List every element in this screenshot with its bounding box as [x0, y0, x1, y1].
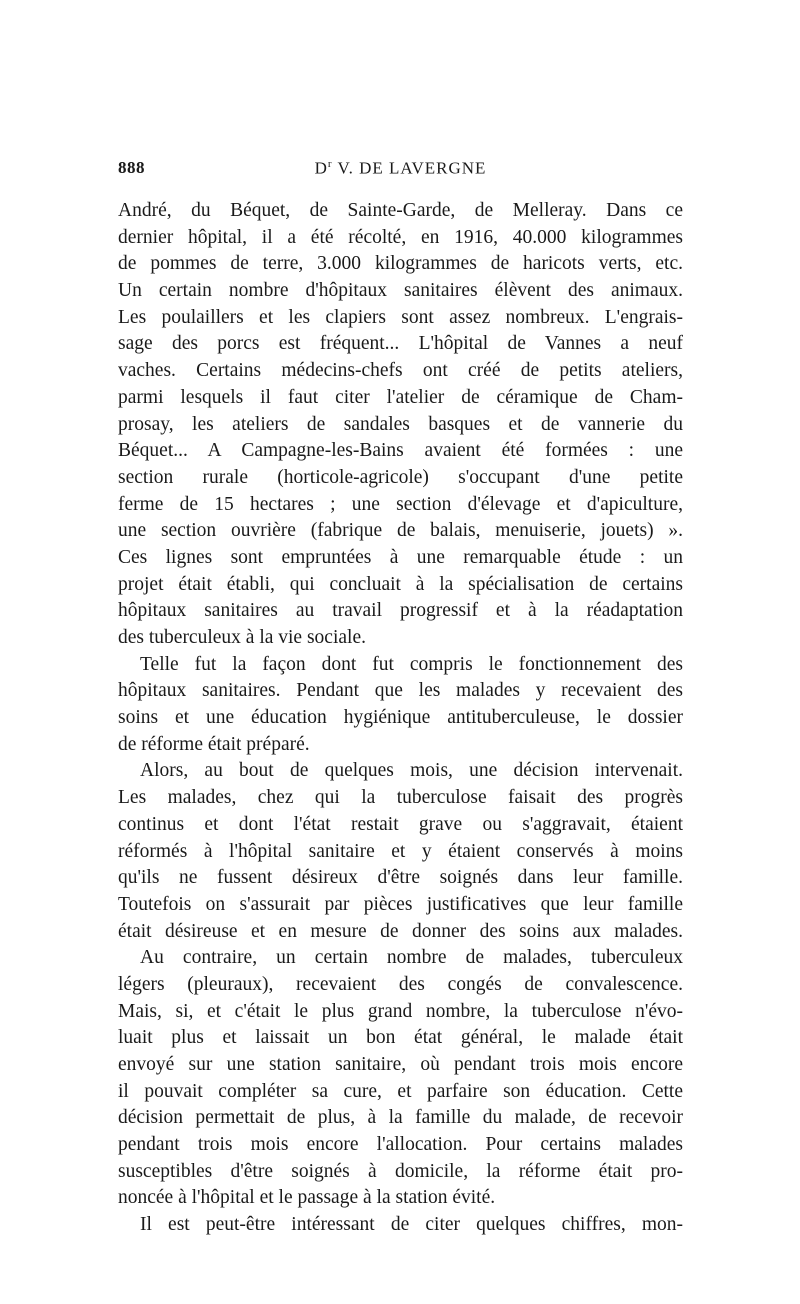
running-head	[118, 158, 683, 180]
text-line: Toutefois on s'assurait par pièces justificatives que leur famille	[118, 893, 683, 915]
text-line: section rurale (horticole-agricole) s'occupant d'une petite	[118, 466, 683, 488]
text-line: réformés à l'hôpital sanitaire et y étaient conservés à moins	[118, 840, 683, 862]
text-line: soins et une éducation hygiénique antituberculeuse, le dossier	[118, 707, 683, 729]
paragraph-end-line: noncée à l'hôpital et le passage à la station évité.	[118, 1187, 496, 1209]
text-line: légers (pleuraux), recevaient des congés de convalescence.	[118, 973, 683, 995]
text-line: ferme de 15 hectares ; une section d'élevage et d'apiculture,	[118, 493, 683, 515]
paragraph-start-line: Telle fut la façon dont fut compris le fonctionnement des	[140, 653, 683, 675]
author-prefix: D	[314, 158, 328, 178]
page-number: 888	[118, 158, 145, 177]
text-line: Un certain nombre d'hôpitaux sanitaires élèvent des animaux.	[118, 280, 683, 302]
text-line: Les malades, chez qui la tuberculose faisait des progrès	[118, 787, 683, 809]
text-line: parmi lesquels il faut citer l'atelier de céramique de Cham-	[118, 386, 683, 408]
text-line: luait plus et laissait un bon état général, le malade était	[118, 1027, 683, 1049]
text-line: susceptibles d'être soignés à domicile, la réforme était pro-	[118, 1160, 683, 1182]
text-line: continus et dont l'état restait grave ou s'aggravait, étaient	[118, 813, 683, 835]
text-line: vaches. Certains médecins-chefs ont créé de petits ateliers,	[118, 360, 683, 382]
text-line: André, du Béquet, de Sainte-Garde, de Melleray. Dans ce	[118, 200, 683, 221]
text-line: sage des porcs est fréquent... L'hôpital de Vannes a neuf	[118, 333, 683, 355]
text-line: pendant trois mois encore l'allocation. Pour certains malades	[118, 1134, 683, 1156]
text-line: dernier hôpital, il a été récolté, en 1916, 40.000 kilogrammes	[118, 226, 683, 248]
text-line: une section ouvrière (fabrique de balais, menuiserie, jouets) ».	[118, 520, 683, 542]
text-line: Mais, si, et c'était le plus grand nombre, la tuberculose n'évo-	[118, 1000, 683, 1022]
text-line: hôpitaux sanitaires. Pendant que les malades y recevaient des	[118, 680, 683, 702]
paragraph-end-line: de réforme était préparé.	[118, 733, 310, 755]
paragraph-start-line: Il est peut-être intéressant de citer quelques chiffres, mon-	[140, 1214, 683, 1236]
text-line: il pouvait compléter sa cure, et parfaire son éducation. Cette	[118, 1080, 683, 1102]
author-name: V. DE LAVERGNE	[332, 158, 487, 178]
text-line: décision permettait de plus, à la famille du malade, de recevoir	[118, 1107, 683, 1129]
text-line: hôpitaux sanitaires au travail progressif et à la réadaptation	[118, 600, 683, 622]
text-line: de pommes de terre, 3.000 kilogrammes de haricots verts, etc.	[118, 253, 683, 275]
text-line: prosay, les ateliers de sandales basques et de vannerie du	[118, 413, 683, 435]
text-line: projet était établi, qui concluait à la spécialisation de certains	[118, 573, 683, 595]
paragraph-end-line: des tuberculeux à la vie sociale.	[118, 627, 366, 648]
author-sup: r	[327, 158, 333, 170]
text-line: Ces lignes sont empruntées à une remarquable étude : un	[118, 546, 683, 568]
text-line: Les poulaillers et les clapiers sont assez nombreux. L'engrais-	[118, 306, 683, 328]
paragraph-start-line: Alors, au bout de quelques mois, une décision intervenait.	[140, 760, 683, 782]
paragraph-end-line: était désireuse et en mesure de donner des soins aux malades.	[118, 920, 683, 942]
text-line: envoyé sur une station sanitaire, où pendant trois mois encore	[118, 1054, 683, 1075]
body-text	[118, 198, 683, 1239]
text-line: Béquet... A Campagne-les-Bains avaient été formées : une	[118, 440, 683, 462]
running-head-title	[118, 158, 683, 179]
text-line: qu'ils ne fussent désireux d'être soignés dans leur famille.	[118, 867, 683, 889]
paragraph-start-line: Au contraire, un certain nombre de malades, tuberculeux	[140, 947, 683, 969]
